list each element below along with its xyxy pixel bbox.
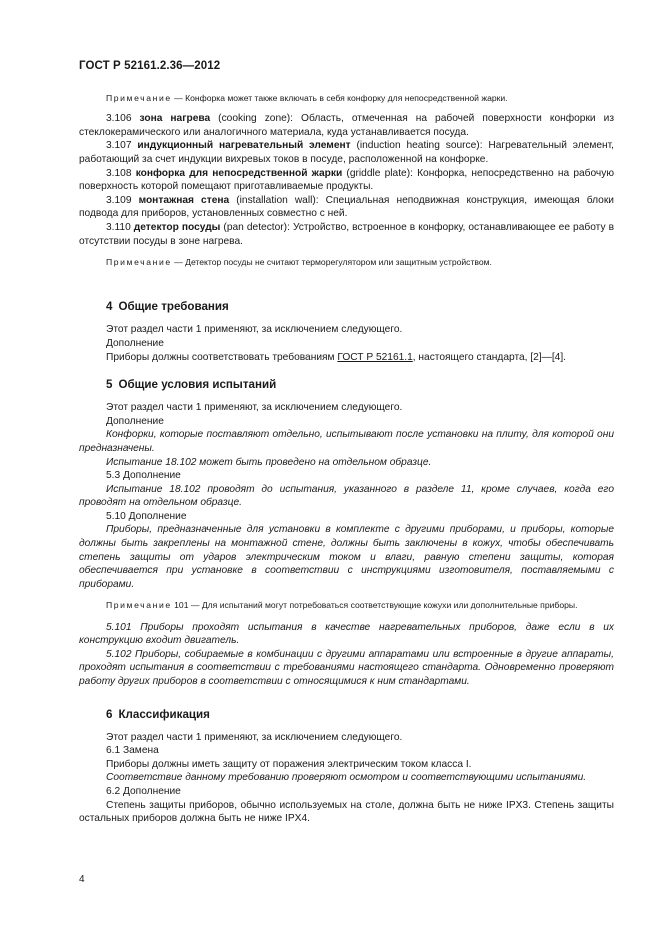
clause-6-1-label: 6.1 Замена: [106, 745, 159, 757]
note-label: Примечание: [106, 93, 172, 103]
section-4-intro: Этот раздел части 1 применяют, за исключением следующего.: [106, 324, 403, 336]
clause-5-10-label: 5.10 Дополнение: [106, 510, 187, 522]
note-text: — Детектор посуды не считают терморегулятором или защитным устройством.: [171, 257, 492, 268]
clause-5-3-text: Испытание 18.102 проводят до испытания, указанного в разделе 11, кроме случаев, когда его проводят на отдельном образце.: [79, 483, 614, 509]
note-101: [79, 599, 614, 611]
definition-term: индукционный нагревательный элемент: [137, 140, 351, 152]
section-number: 4: [106, 300, 113, 314]
section-5-heading: [79, 377, 614, 393]
clause-6-1-compliance: Соответствие данному требованию проверяют осмотром и соответствующими испытаниями.: [106, 772, 587, 784]
definition-text: (installation wall): Специальная неподвижная конструкция, имеющая блоки подвода для приборов, установленных совместно с ней.: [79, 194, 614, 220]
definition-3-110: [79, 221, 614, 248]
section-number: 6: [106, 707, 113, 721]
clause-5-101: 5.101 Приборы проходят испытания в качестве нагревательных приборов, даже если в их конструкцию входит двигатель.: [79, 621, 614, 647]
definition-3-109: [79, 194, 614, 221]
gost-reference-link[interactable]: ГОСТ Р 52161.1: [337, 351, 413, 363]
note-label: Примечание: [106, 600, 172, 611]
section-4-addition-label: Дополнение: [106, 337, 164, 349]
definition-term: детектор посуды: [133, 221, 221, 233]
definition-text: (induction heating source): Нагревательный элемент, работающий за счет индукции вихревых токов в посуде, расположенной на конфорке.: [79, 140, 615, 165]
section-number: 5: [106, 378, 113, 392]
section-6-intro: Этот раздел части 1 применяют, за исключением следующего.: [106, 731, 403, 743]
page-number: 4: [79, 874, 85, 885]
definition-number: 3.107: [106, 140, 132, 152]
definition-number: 3.106: [106, 113, 132, 125]
standard-header: ГОСТ Р 52161.2.36—2012: [79, 60, 221, 72]
note-text: — Конфорка может также включать в себя конфорку для непосредственной жарки.: [171, 93, 508, 103]
definition-number: 3.110: [106, 221, 131, 233]
section-title: Классификация: [118, 707, 210, 721]
section-5-intro: Этот раздел части 1 применяют, за исключением следующего.: [106, 402, 403, 414]
clause-6-1-text: Приборы должны иметь защиту от поражения электрическим током класса I.: [106, 758, 472, 770]
section-5-hobs-text: Конфорки, которые поставляют отдельно, испытывают после установки на плиту, для которой они предназначены.: [79, 429, 614, 454]
section-title: Общие условия испытаний: [118, 378, 277, 392]
definition-term: монтажная стена: [138, 194, 230, 206]
definition-number: 3.108: [106, 167, 132, 179]
clause-6-2-text: Степень защиты приборов, обычно используемых на столе, должна быть не ниже IPX3. Степень защиты остальных приборов должна быть не ниже IPX4.: [79, 799, 614, 825]
section-5-test-text: Испытание 18.102 может быть проведено на отдельном образце.: [106, 456, 432, 468]
clause-6-2-label: 6.2 Дополнение: [106, 785, 181, 797]
note-label: Примечание: [106, 257, 172, 268]
definition-3-106: [79, 112, 614, 139]
definition-text: (griddle plate): Конфорка, непосредственно на рабочую поверхность которой помещают приготавливаемые продукты.: [79, 167, 614, 193]
page-content: [79, 92, 614, 826]
definition-text: (pan detector): Устройство, встроенное в конфорку, останавливающее ее работу в отсутствии посуды в зоне нагрева.: [79, 221, 614, 247]
definition-term: зона нагрева: [139, 113, 211, 125]
clause-5-102: 5.102 Приборы, собираемые в комбинации с другими аппаратами или встроенные в другие аппараты, проходят испытания в соответствии с требованиями настоящего стандарта. Одновременно проверяют работу других приборов в соответствии с относящимися к ним стандартами.: [79, 648, 614, 688]
requirement-text: Приборы должны соответствовать требованиям: [106, 351, 338, 363]
definition-number: 3.109: [106, 194, 132, 206]
definition-text: (cooking zone): Область, отмеченная на рабочей поверхности конфорки из стеклокерамического или аналогичного материала, куда устанавливается посуда.: [79, 113, 614, 138]
section-4-heading: [79, 299, 614, 315]
clause-5-10-text: Приборы, предназначенные для установки в комплекте с другими приборами, и приборы, которые должны быть закреплены на монтажной стене, должны быть заключены в кожух, чтобы обеспечивать степень защиты от ударов электрическим током и влаги, равную степени защиты, которая обеспечивается при установке в соответствии с инструкциями изготовителя, поставляемыми с приборами.: [79, 524, 614, 590]
note-text: 101 — Для испытаний могут потребоваться соответствующие кожухи или дополнительные приборы.: [171, 600, 578, 611]
section-4-requirement: [79, 351, 614, 365]
section-5-addition-label: Дополнение: [106, 415, 164, 427]
definition-3-108: [79, 167, 614, 194]
definition-term: конфорка для непосредственной жарки: [135, 167, 343, 179]
definition-3-107: [79, 139, 614, 166]
requirement-text-end: , настоящего стандарта, [2]—[4].: [412, 351, 567, 363]
section-6-heading: [79, 707, 614, 723]
note-pan-detector: [79, 256, 614, 268]
note-cooking-zone: [79, 92, 614, 104]
section-title: Общие требования: [118, 300, 229, 314]
clause-5-3-label: 5.3 Дополнение: [106, 470, 181, 482]
